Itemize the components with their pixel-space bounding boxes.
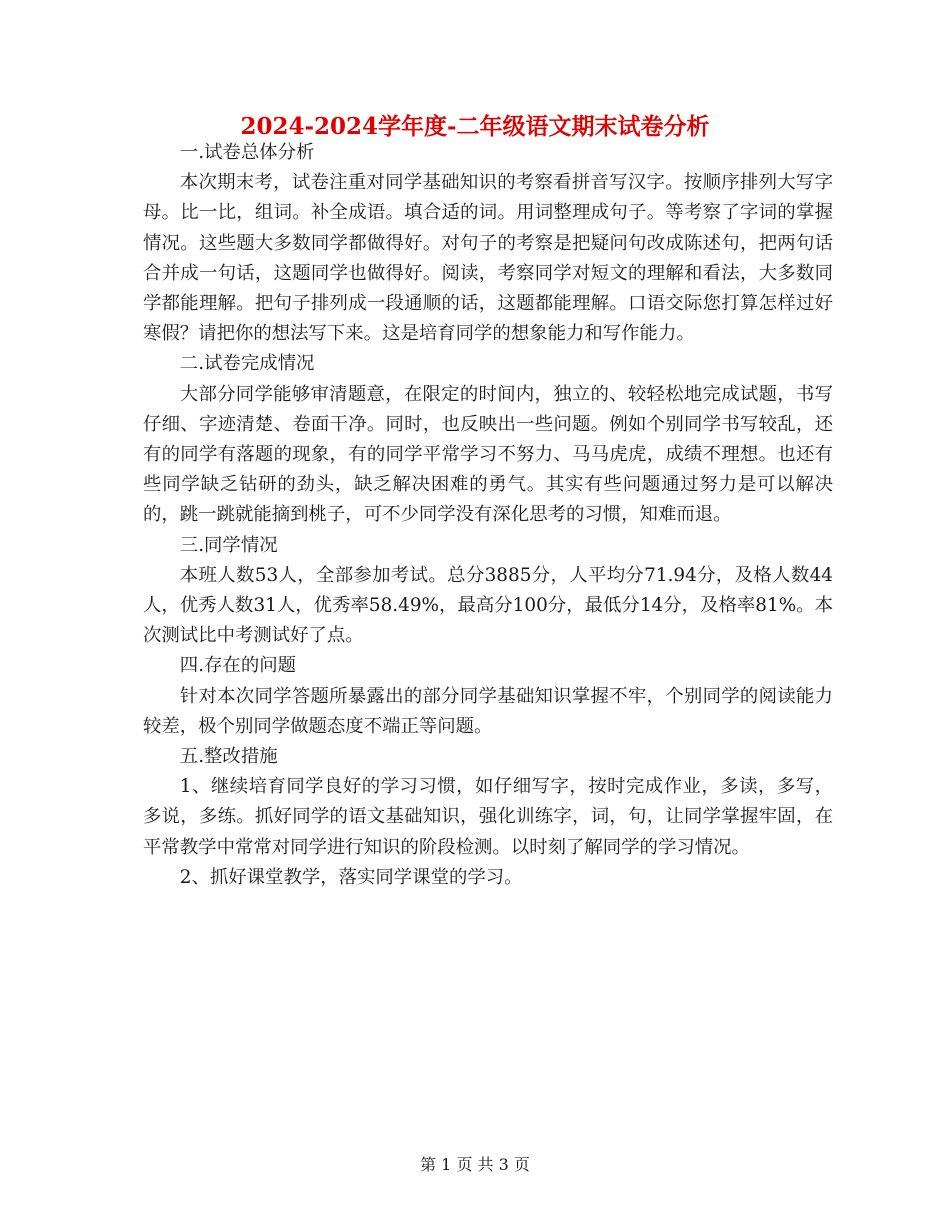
paragraph-measure-1: 1、继续培育同学良好的学习习惯，如仔细写字，按时完成作业，多读，多写，多说，多练。抓好同学的语文基础知识，强化训练字，词，句，让同学掌握牢固，在平常教学中常常对同学进行知识的阶段检测。以时刻了解同学的学习情况。 (143, 776, 833, 858)
paragraph-overall-analysis: 本次期末考，试卷注重对同学基础知识的考察看拼音写汉字。按顺序排列大写字母。比一比，组词。补全成语。填合适的词。用词整理成句子。等考察了字词的掌握情况。这些题大多数同学都做得好。对句子的考察是把疑问句改成陈述句，把两句话合并成一句话，这题同学也做得好。阅读，考察同学对短文的理解和看法，大多数同学都能理解。把句子排列成一段通顺的话，这题都能理解。口语交际您打算怎样过好寒假？请把你的想法写下来。这是培育同学的想象能力和写作能力。 (143, 172, 833, 345)
section-heading-1: 一.试卷总体分析 (179, 142, 315, 163)
section-heading-3: 三.同学情况 (179, 534, 278, 556)
section-heading-2: 二.试卷完成情况 (179, 353, 315, 375)
document-title: 2024-2024学年度-二年级语文期末试卷分析 (240, 113, 710, 140)
paragraph-problems: 针对本次同学答题所暴露出的部分同学基础知识掌握不牢，个别同学的阅读能力较差，极个别同学做题态度不端正等问题。 (143, 685, 833, 737)
section-heading-5: 五.整改措施 (179, 746, 278, 768)
paragraph-student-stats: 本班人数53人，全部参加考试。总分3885分，人平均分71.94分，及格人数44人，优秀人数31人，优秀率58.49%，最高分100分，最低分14分，及格率81%。本次测试比中考测试好了点。 (143, 564, 833, 647)
paragraph-completion: 大部分同学能够审清题意，在限定的时间内，独立的、较轻松地完成试题，书写仔细、字迹清楚、卷面干净。同时，也反映出一些问题。例如个别同学书写较乱，还有的同学有落题的现象，有的同学平常学习不努力、马马虎虎，成绩不理想。也还有些同学缺乏钻研的劲头，缺乏解决困难的勇气。其实有些问题通过努力是可以解决的，跳一跳就能摘到桃子，可不少同学没有深化思考的习惯，知难而退。 (143, 383, 833, 526)
document-body (143, 138, 833, 893)
paragraph-measure-2: 2、抓好课堂教学，落实同学课堂的学习。 (179, 866, 523, 888)
page-footer: 第 1 页 共 3 页 (420, 1155, 530, 1174)
section-heading-4: 四.存在的问题 (179, 655, 296, 677)
